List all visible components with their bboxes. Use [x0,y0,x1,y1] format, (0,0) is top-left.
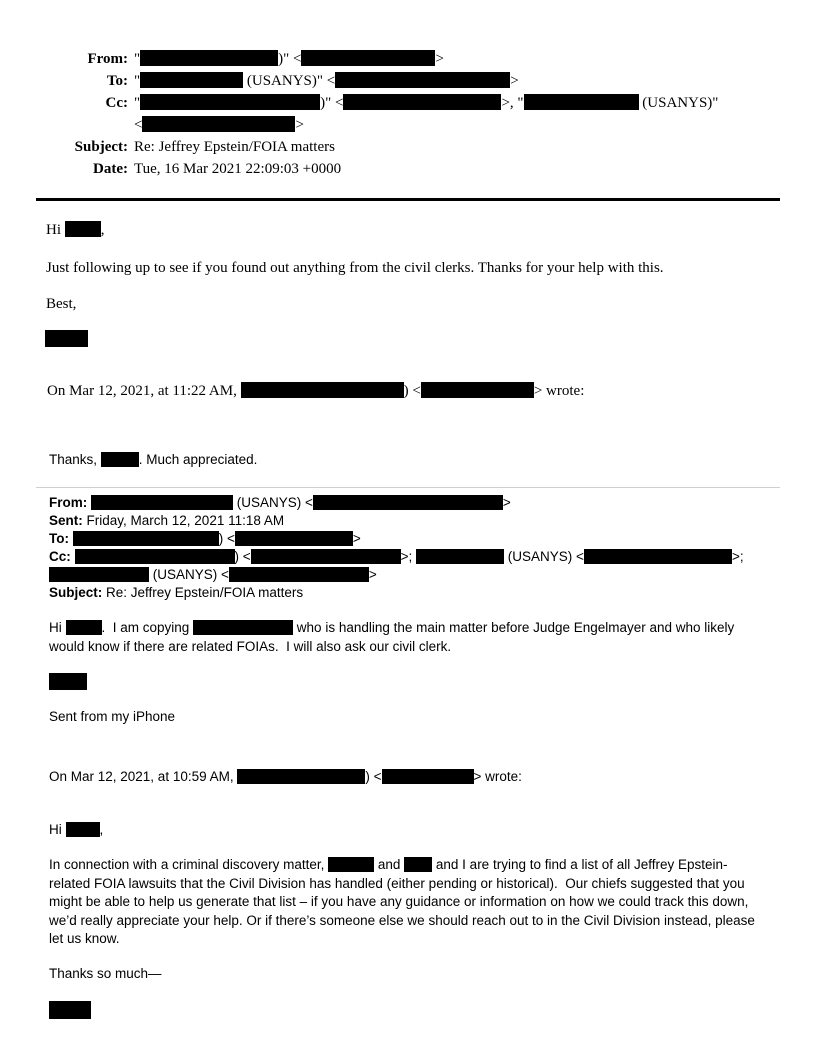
cc-value [134,92,718,136]
subject-label: Subject: [74,139,128,155]
msg3-p1: Hi [49,620,66,635]
to-close: > [510,73,519,89]
msg4-p1: In connection with a criminal discovery matter, [49,857,329,872]
cc-line-1 [134,92,718,114]
msg3-p3: who is handling the main matter before Judge Engelmayer and who likely would know if there are related FOIAs. I will also ask our civil clerk. [49,620,739,654]
from-mid: )" < [278,51,302,67]
redaction-bar [335,72,510,88]
msg4-p3: and I are trying to find a list of all Jeffrey Epstein-related FOIA lawsuits that the Civil Division has handled (either pending or historical). Our chiefs suggested that you might be able to help us generate that list – if you have any guidance or information on how we could track this down, we’d really appreciate your help. Or if there’s someone else we should reach out to in the Civil Division instead, please let us know. [49,857,759,946]
redaction-bar [251,549,401,564]
cc-line-2 [134,114,718,136]
msg4-greeting [49,821,780,839]
quoted-cc-mid2: >; [400,549,417,564]
redaction-bar [524,94,639,110]
redaction-bar [45,330,88,347]
quoted-from-row [49,494,780,512]
redaction-bar [416,549,504,564]
msg4-p2: and [374,857,405,872]
date-label: Date: [93,161,128,177]
quoted-from-label: From: [49,495,91,510]
quote1-suffix: > wrote: [533,383,585,399]
redaction-bar [101,452,139,467]
msg4-greeting-comma: , [99,822,104,837]
cc-tail: (USANYS)" [638,95,719,111]
redaction-bar [140,50,278,66]
quote2-suffix: > wrote: [473,769,522,784]
redaction-bar [237,769,365,784]
redaction-bar [404,857,432,872]
header-cc-row [36,92,780,136]
from-label: From: [87,51,128,67]
quoted-from-mid: (USANYS) < [233,495,313,510]
msg2-prefix: Thanks, [49,452,101,467]
from-value [134,48,444,70]
msg3-p2: . I am copying [101,620,194,635]
header-divider-rule [36,198,780,201]
sent-from-iphone: Sent from my iPhone [49,709,176,724]
redaction-bar [328,857,374,872]
quote1-prefix: On Mar 12, 2021, at 11:22 AM, [47,383,241,399]
reply-closing: Best, [46,296,77,312]
redaction-bar [193,620,293,635]
quoted-cc2-mid: (USANYS) < [149,567,229,582]
to-label: To: [106,73,128,89]
quote2-attribution [49,768,780,786]
redaction-bar [49,1001,91,1019]
redaction-bar [301,50,435,66]
quoted-header-divider-rule [36,487,780,488]
quoted-to-row [49,530,780,548]
cc-open-quote: " [134,95,141,111]
cc-mid1: )" < [320,95,344,111]
msg4-thanks: Thanks so much— [49,965,162,981]
header-from-row [36,48,780,70]
quoted-subject-value: Re: Jeffrey Epstein/FOIA matters [106,585,304,600]
quote2-mid: ) < [365,769,382,784]
to-value [134,70,519,92]
quote2-prefix: On Mar 12, 2021, at 10:59 AM, [49,769,238,784]
redaction-bar [241,382,404,398]
from-open-quote: " [134,51,141,67]
redaction-bar [73,531,219,546]
quote1-attribution [47,381,780,401]
quoted-to-label: To: [49,531,73,546]
from-close: > [435,51,444,67]
email-header [36,48,780,180]
redaction-bar [49,567,149,582]
header-subject-row [36,136,780,158]
quoted-email-header [36,494,780,602]
quoted-sent-value: Friday, March 12, 2021 11:18 AM [86,513,285,528]
quoted-cc-close: >; [731,549,744,564]
redaction-bar [140,72,243,88]
date-value: Tue, 16 Mar 2021 22:09:03 +0000 [134,161,342,177]
redaction-bar [75,549,235,564]
quoted-cc2-close: > [368,567,377,582]
greeting-text: Hi [46,222,65,238]
redaction-bar [65,221,101,237]
quoted-cc-mid1: ) < [234,549,251,564]
msg3-body [49,619,765,656]
redaction-bar [343,94,501,110]
header-date-row [36,158,780,180]
msg4-body [49,856,765,949]
redaction-bar [66,822,100,837]
quoted-cc-row-2 [49,566,780,584]
msg2-suffix: . Much appreciated. [138,452,258,467]
greeting-comma: , [100,222,105,238]
quoted-cc-mid3: (USANYS) < [504,549,584,564]
redaction-bar [66,620,102,635]
redaction-bar [49,673,87,690]
redaction-bar [91,495,233,510]
quoted-to-mid: ) < [218,531,235,546]
redaction-bar [229,567,369,582]
quoted-subject-row [49,584,780,602]
quoted-subject-label: Subject: [49,585,107,600]
cc-label: Cc: [105,95,128,111]
redaction-bar [382,769,474,784]
reply-greeting [46,220,780,240]
cc-mid2: >, " [501,95,524,111]
redaction-bar [421,382,534,398]
redaction-bar [142,116,295,132]
to-mid: (USANYS)" < [243,73,336,89]
cc-line2-open: < [134,117,143,133]
quoted-from-close: > [502,495,511,510]
redaction-bar [584,549,732,564]
to-open-quote: " [134,73,141,89]
quoted-cc-row [49,548,780,566]
msg4-greeting-text: Hi [49,822,66,837]
quoted-cc-label: Cc: [49,549,75,564]
quoted-to-close: > [352,531,361,546]
cc-line2-close: > [295,117,304,133]
msg2-line [49,451,780,469]
header-to-row [36,70,780,92]
quoted-sent-row [49,512,780,530]
reply-body: Just following up to see if you found out anything from the civil clerks. Thanks for your help with this. [46,260,664,276]
quote1-mid: ) < [403,383,421,399]
redaction-bar [235,531,353,546]
subject-value: Re: Jeffrey Epstein/FOIA matters [134,139,335,155]
redaction-bar [313,495,503,510]
quoted-sent-label: Sent: [49,513,87,528]
redaction-bar [140,94,320,110]
